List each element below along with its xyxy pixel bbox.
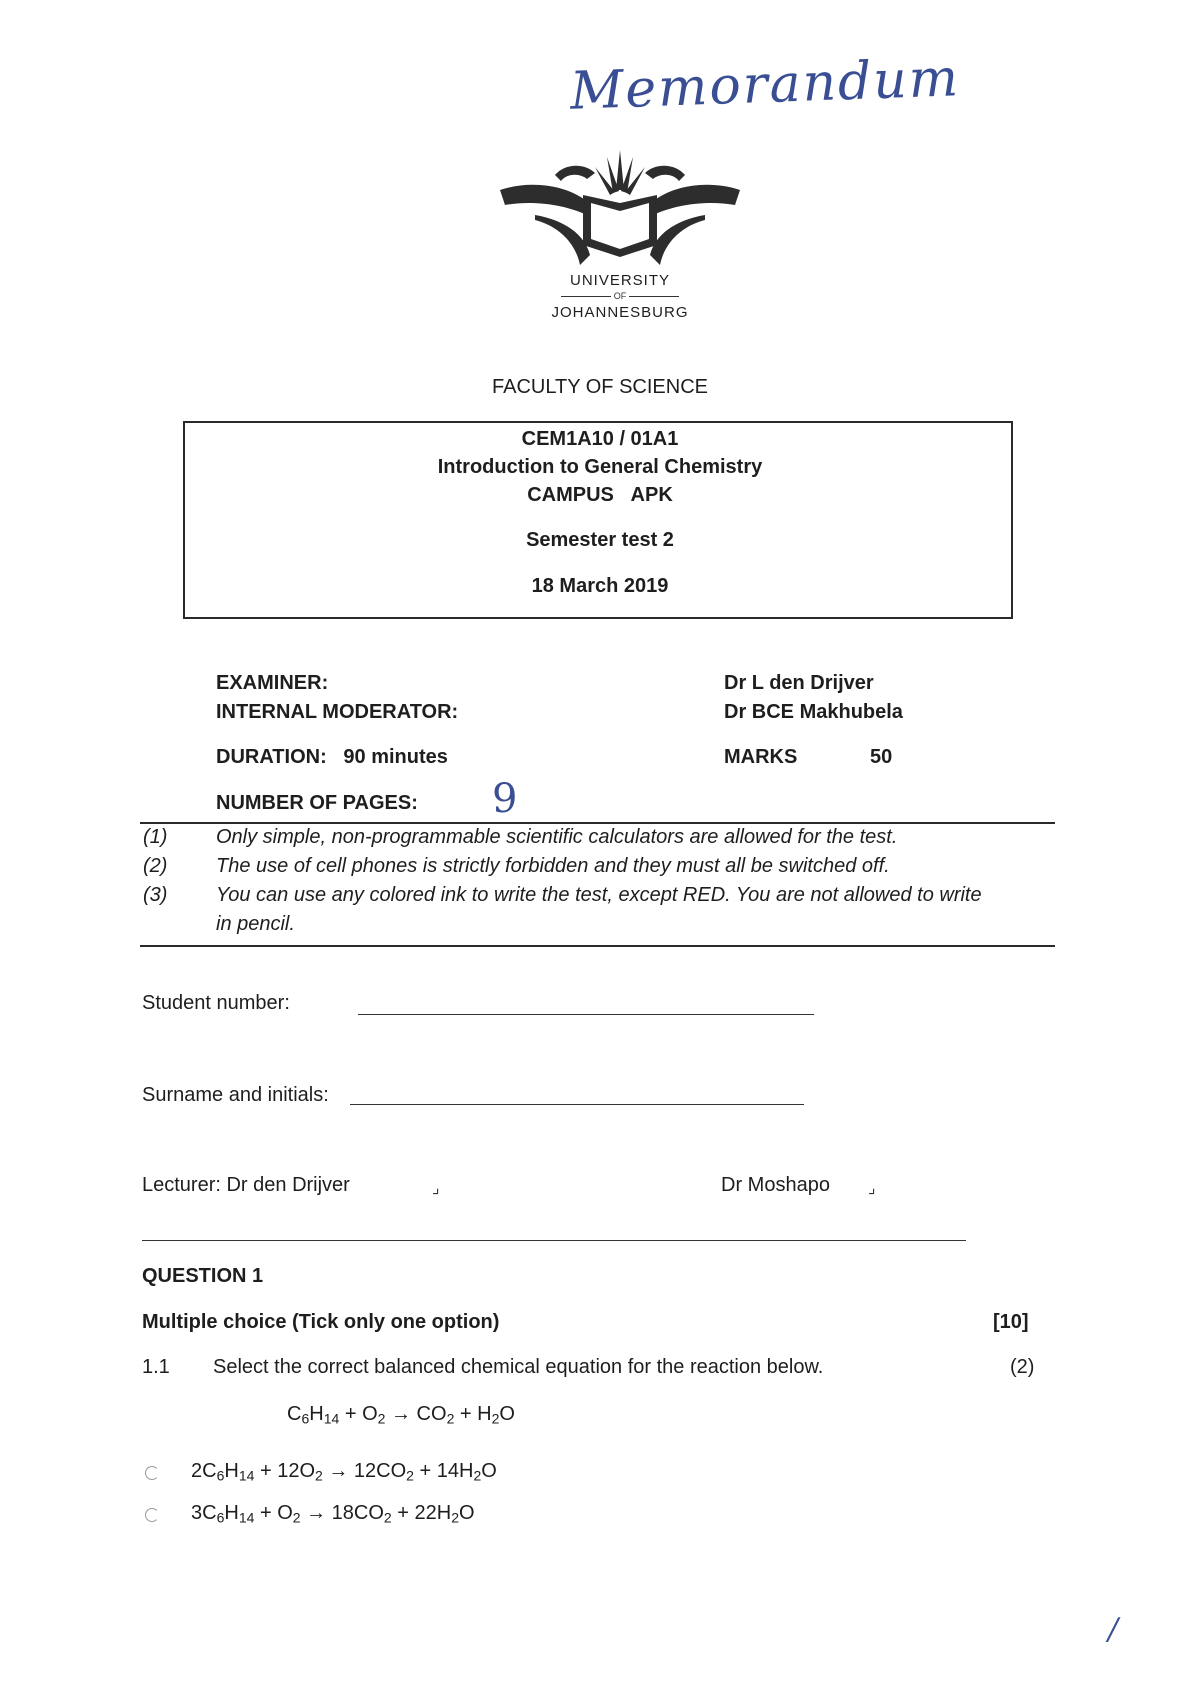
instruction-2-text: The use of cell phones is strictly forbidden and they must all be switched off. [216, 855, 890, 877]
question-marks: (2) [1010, 1356, 1035, 1378]
university-logo-icon [495, 145, 745, 275]
instruction-2-num: (2) [143, 855, 168, 877]
examiner-value: Dr L den Drijver [724, 672, 874, 694]
examiner-label: EXAMINER: [216, 672, 329, 694]
duration-label: DURATION: [216, 746, 327, 768]
option-1-text: $2C_6H_{14} + 12O_2 \to 12CO_2 + 14H_2O$ [191, 1460, 497, 1484]
marks-label: MARKS [724, 746, 798, 768]
question-total-marks: [10] [993, 1311, 1029, 1333]
campus-label: CAMPUS [527, 484, 614, 506]
instruction-3-num: (3) [143, 884, 168, 906]
instructions-top-rule [140, 822, 1055, 824]
lecturer-label: Lecturer: Dr den Drijver [142, 1174, 350, 1196]
option-1-radio[interactable] [145, 1466, 159, 1485]
moderator-value: Dr BCE Makhubela [724, 701, 903, 723]
instruction-1-text: Only simple, non-programmable scientific calculators are allowed for the test. [216, 826, 898, 848]
instructions-bottom-rule [140, 945, 1055, 947]
logo-text-university: UNIVERSITY [569, 272, 670, 289]
moderator-label: INTERNAL MODERATOR: [216, 701, 459, 723]
instruction-1-num: (1) [143, 826, 168, 848]
surname-label: Surname and initials: [142, 1084, 329, 1106]
margin-mark: / [1108, 1612, 1119, 1647]
student-number-field[interactable] [358, 1000, 814, 1015]
duration-value: 90 minutes [343, 746, 448, 768]
pages-label: NUMBER OF PAGES: [216, 792, 418, 814]
student-fields-rule [142, 1240, 966, 1241]
instruction-3-text-cont: in pencil. [216, 913, 295, 935]
option-2-text: $3C_6H_{14} + O_2 \to 18CO_2 + 22H_2O$ [191, 1502, 475, 1526]
test-date: 18 March 2019 [531, 575, 669, 597]
lecturer-alt-label: Dr Moshapo [721, 1174, 830, 1196]
duration-line [216, 746, 448, 769]
course-name: Introduction to General Chemistry [437, 456, 763, 478]
campus-line [400, 484, 800, 507]
student-number-label: Student number: [142, 992, 290, 1014]
pages-value-handwritten: 9 [492, 776, 518, 822]
question-number: 1.1 [142, 1356, 170, 1378]
logo-text-of [495, 291, 745, 301]
logo-of: OF [613, 291, 627, 301]
question-text: Select the correct balanced chemical equation for the reaction below. [213, 1356, 824, 1378]
test-name: Semester test 2 [526, 529, 674, 551]
campus-value: APK [630, 484, 673, 506]
handwritten-memorandum: Memorandum [569, 48, 962, 122]
lecturer-checkbox-den-drijver[interactable]: ⌟ [432, 1180, 440, 1197]
question-title: QUESTION 1 [142, 1265, 264, 1287]
faculty-title: FACULTY OF SCIENCE [492, 376, 708, 398]
instruction-3-text: You can use any colored ink to write the test, except RED. You are not allowed to write [216, 884, 982, 906]
course-code: CEM1A10 / 01A1 [521, 428, 679, 450]
logo-text-johannesburg: JOHANNESBURG [551, 304, 689, 321]
question-subtitle: Multiple choice (Tick only one option) [142, 1311, 500, 1333]
lecturer-checkbox-moshapo[interactable]: ⌟ [868, 1180, 876, 1197]
option-2-radio[interactable] [145, 1508, 159, 1527]
surname-field[interactable] [350, 1092, 804, 1105]
marks-value: 50 [870, 746, 893, 768]
reaction-equation: $C_6H_{14} + O_2 \to CO_2 + H_2O$ [287, 1403, 515, 1427]
